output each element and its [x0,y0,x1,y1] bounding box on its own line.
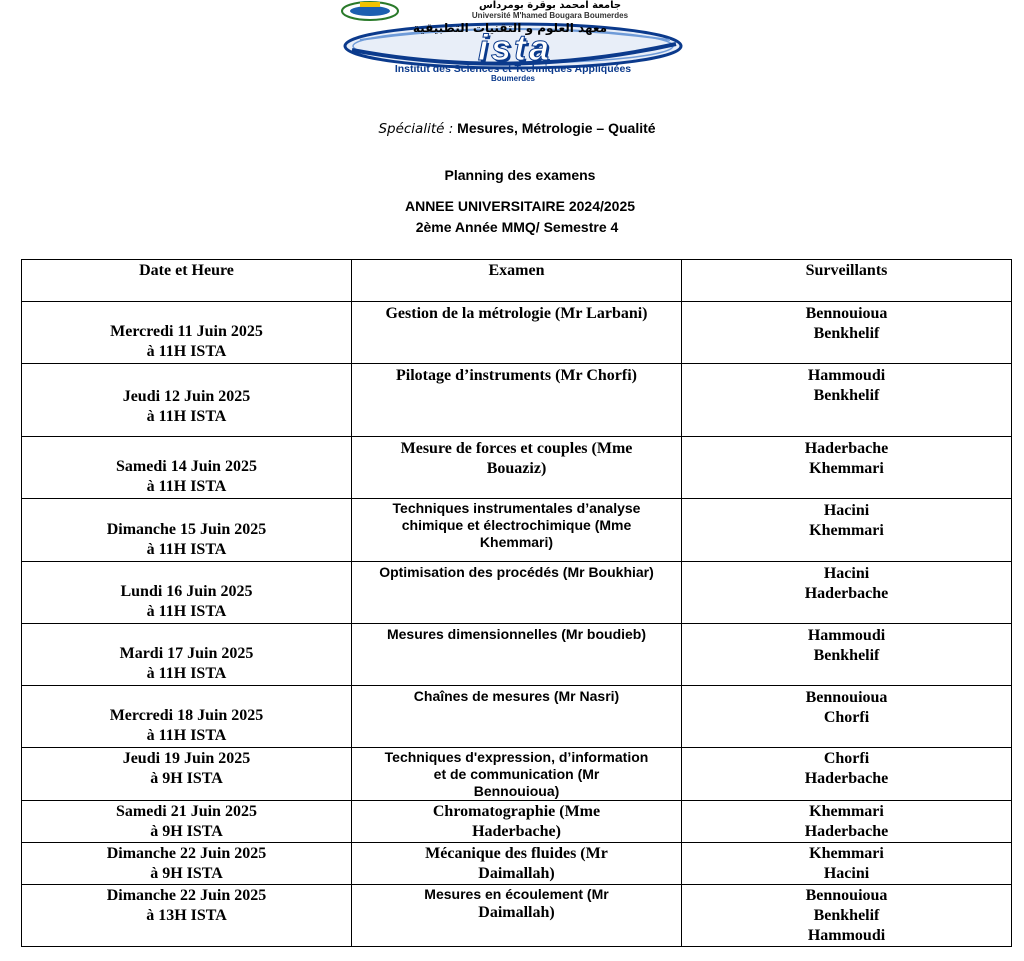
surveillant: Haderbache [804,585,889,602]
exam-date: Jeudi 19 Juin 2025 [122,750,251,767]
exam-date: Samedi 21 Juin 2025 [116,803,257,820]
exam-cell [352,885,682,947]
surveillant: Hammoudi [807,367,886,384]
institute-name-fr: Institut des Sciences et Techniques Appliquées [394,63,632,75]
university-name-ar: جامعة امحمد بوقرة بومرداس [478,0,622,11]
date-cell [22,562,352,624]
exam-date: Dimanche 15 Juin 2025 [106,521,267,538]
exam-time: à 11H ISTA [146,727,227,744]
exam-time: à 9H ISTA [150,823,223,840]
exam-date: Dimanche 22 Juin 2025 [106,887,267,904]
surveillant: Hacini [823,565,870,582]
exam-name-line: Mécanique des fluides (Mr [425,845,608,862]
surveillants-cell [682,562,1012,624]
exam-name-line: Bennouioua) [473,783,560,799]
date-cell [22,748,352,801]
exam-date: Samedi 14 Juin 2025 [116,458,257,475]
date-cell [22,801,352,843]
exam-date: Jeudi 12 Juin 2025 [122,388,251,405]
exam-name-line: chimique et électrochimique (Mme [401,517,632,533]
institute-logo [330,0,694,84]
exam-name-line: Khemmari) [479,534,554,550]
date-cell [22,885,352,947]
exam-date: Mercredi 11 Juin 2025 [110,323,263,340]
surveillant: Hammoudi [807,927,886,944]
surveillant: Chorfi [823,750,870,767]
exam-date: Mardi 17 Juin 2025 [119,645,254,662]
table-row [22,686,1012,748]
exam-time: à 9H ISTA [150,865,223,882]
date-cell [22,843,352,885]
specialite-value: Mesures, Métrologie – Qualité [457,120,656,136]
exam-cell [352,562,682,624]
surveillant: Haderbache [804,770,889,787]
table-row [22,437,1012,499]
institute-city: Boumerdes [490,74,535,83]
exam-time: à 11H ISTA [146,478,227,495]
table-row [22,843,1012,885]
surveillant: Hammoudi [807,627,886,644]
table-row [22,499,1012,562]
exam-time: à 11H ISTA [146,665,227,682]
date-cell [22,686,352,748]
exam-name: Chaînes de mesures (Mr Nasri) [413,688,620,704]
surveillant: Khemmari [809,803,884,820]
exam-time: à 11H ISTA [146,408,227,425]
surveillant: Benkhelif [813,907,880,924]
exam-name: Pilotage d’instruments (Mr Chorfi) [396,367,637,384]
table-row [22,748,1012,801]
header-exam: Examen [352,260,682,302]
table-row [22,624,1012,686]
surveillant: Hacini [823,865,870,882]
surveillants-cell [682,801,1012,843]
exam-name-line: et de communication (Mr [433,766,600,782]
surveillant: Haderbache [804,440,889,457]
surveillants-cell [682,748,1012,801]
exam-name-line: Bouaziz) [486,460,547,477]
exam-date: Lundi 16 Juin 2025 [120,583,253,600]
date-cell [22,364,352,437]
exam-cell [352,843,682,885]
surveillant: Bennouioua [805,887,888,904]
header-surveillants: Surveillants [682,260,1012,302]
surveillant: Khemmari [809,522,884,539]
surveillant: Bennouioua [805,305,888,322]
surveillant: Khemmari [809,460,884,477]
surveillants-cell [682,437,1012,499]
university-seal-icon [342,2,398,20]
table-row [22,364,1012,437]
table-row [22,562,1012,624]
exam-name: Mesures dimensionnelles (Mr boudieb) [386,626,647,642]
exam-name-line: Haderbache) [472,823,561,840]
logo-wordmark: ista [477,27,553,68]
exam-name-line: Mesures en écoulement (Mr [424,886,609,902]
exam-time: à 13H ISTA [146,907,227,924]
exam-name-line: Chromatographie (Mme [432,803,601,820]
surveillant: Benkhelif [813,325,880,342]
exam-cell [352,364,682,437]
exam-cell [352,748,682,801]
exam-name-line: Techniques d'expression, d’information [384,749,649,765]
surveillant: Hacini [823,502,870,519]
date-cell [22,499,352,562]
exam-name-line: Daimallah) [478,904,555,921]
table-row [22,885,1012,947]
surveillants-cell [682,499,1012,562]
exam-cell [352,499,682,562]
exam-cell [352,624,682,686]
date-cell [22,437,352,499]
exam-name-line: Mesure de forces et couples (Mme [400,440,633,457]
surveillants-cell [682,885,1012,947]
date-cell [22,624,352,686]
exam-date: Dimanche 22 Juin 2025 [106,845,267,862]
exam-date: Mercredi 18 Juin 2025 [109,707,264,724]
header-date: Date et Heure [22,260,352,302]
exam-cell [352,302,682,364]
surveillants-cell [682,686,1012,748]
surveillants-cell [682,843,1012,885]
surveillant: Benkhelif [813,387,880,404]
exam-cell [352,801,682,843]
exam-name: Optimisation des procédés (Mr Boukhiar) [379,564,654,580]
exam-cell [352,686,682,748]
exam-time: à 11H ISTA [146,343,227,360]
surveillants-cell [682,624,1012,686]
exam-schedule-table [21,259,1012,947]
surveillant: Bennouioua [805,689,888,706]
surveillant: Chorfi [823,709,870,726]
exam-time: à 11H ISTA [146,541,227,558]
institute-name-ar: معهد العلوم و التقنيات التطبيقية [412,21,608,35]
exam-time: à 9H ISTA [150,770,223,787]
exam-time: à 11H ISTA [146,603,227,620]
table-row [22,801,1012,843]
table-row [22,302,1012,364]
exam-name: Gestion de la métrologie (Mr Larbani) [385,305,648,322]
surveillant: Benkhelif [813,647,880,664]
surveillant: Khemmari [809,845,884,862]
specialite-label: Spécialité : [378,121,454,137]
academic-year: ANNEE UNIVERSITAIRE 2024/2025 [404,198,636,214]
surveillants-cell [682,302,1012,364]
exam-name-line: Techniques instrumentales d’analyse [392,500,641,516]
exam-name-line: Daimallah) [478,865,555,882]
exam-cell [352,437,682,499]
specialite-line [0,118,1024,139]
university-name-fr: Université M'hamed Bougara Boumerdes [471,11,629,20]
page-title: Planning des examens [444,167,596,183]
date-cell [22,302,352,364]
level-semester: 2ème Année MMQ/ Semestre 4 [415,219,619,235]
surveillants-cell [682,364,1012,437]
table-header-row [22,260,1012,302]
surveillant: Haderbache [804,823,889,840]
